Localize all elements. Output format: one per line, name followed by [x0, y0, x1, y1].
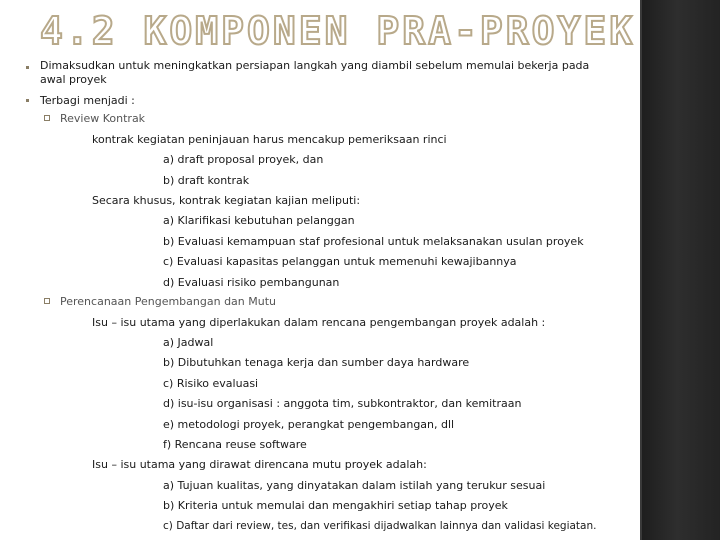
planning-item: c) Risiko evaluasi — [163, 377, 259, 390]
review-line-1: kontrak kegiatan peninjauan harus mencakup pemeriksaan rinci — [92, 133, 447, 146]
planning-item: a) Jadwal — [163, 336, 214, 349]
planning-item: f) Rencana reuse software — [163, 438, 307, 451]
planning-item: b) Dibutuhkan tenaga kerja dan sumber daya hardware — [163, 356, 470, 369]
bullet-icon — [26, 99, 29, 102]
review-item: c) Evaluasi kapasitas pelanggan untuk memenuhi kewajibannya — [163, 255, 517, 268]
planning-item: b) Kriteria untuk memulai dan mengakhiri setiap tahap proyek — [163, 499, 508, 512]
intro-divided-into: Terbagi menjadi : — [40, 94, 135, 107]
planning-item: e) metodologi proyek, perangkat pengembangan, dll — [163, 418, 455, 431]
review-item: d) Evaluasi risiko pembangunan — [163, 276, 340, 289]
planning-item: a) Tujuan kualitas, yang dinyatakan dalam istilah yang terukur sesuai — [163, 479, 546, 492]
bullet-icon — [26, 66, 29, 69]
square-bullet-icon — [44, 298, 50, 304]
intro-definition: Dimaksudkan untuk meningkatkan persiapan langkah yang diambil sebelum memulai bekerja pada awal proyek — [40, 59, 590, 86]
slide-title: 4.2 KOMPONEN PRA-PROYEK — [40, 9, 636, 53]
planning-heading: Perencanaan Pengembangan dan Mutu — [60, 295, 277, 308]
review-line-2: Secara khusus, kontrak kegiatan kajian meliputi: — [92, 194, 361, 207]
review-item: a) draft proposal proyek, dan — [163, 153, 324, 166]
review-item: b) draft kontrak — [163, 174, 250, 187]
decorative-side-bar — [642, 0, 720, 540]
review-item: b) Evaluasi kemampuan staf profesional untuk melaksanakan usulan proyek — [163, 235, 584, 248]
planning-line-2: Isu – isu utama yang dirawat direncana mutu proyek adalah: — [92, 458, 427, 471]
planning-line-1: Isu – isu utama yang diperlakukan dalam rencana pengembangan proyek adalah : — [92, 316, 546, 329]
review-item: a) Klarifikasi kebutuhan pelanggan — [163, 214, 355, 227]
planning-item: d) isu-isu organisasi : anggota tim, subkontraktor, dan kemitraan — [163, 397, 522, 410]
review-heading: Review Kontrak — [60, 112, 146, 125]
square-bullet-icon — [44, 115, 50, 121]
planning-item: c) Daftar dari review, tes, dan verifikasi dijadwalkan lainnya dan validasi kegiatan. — [163, 520, 597, 532]
